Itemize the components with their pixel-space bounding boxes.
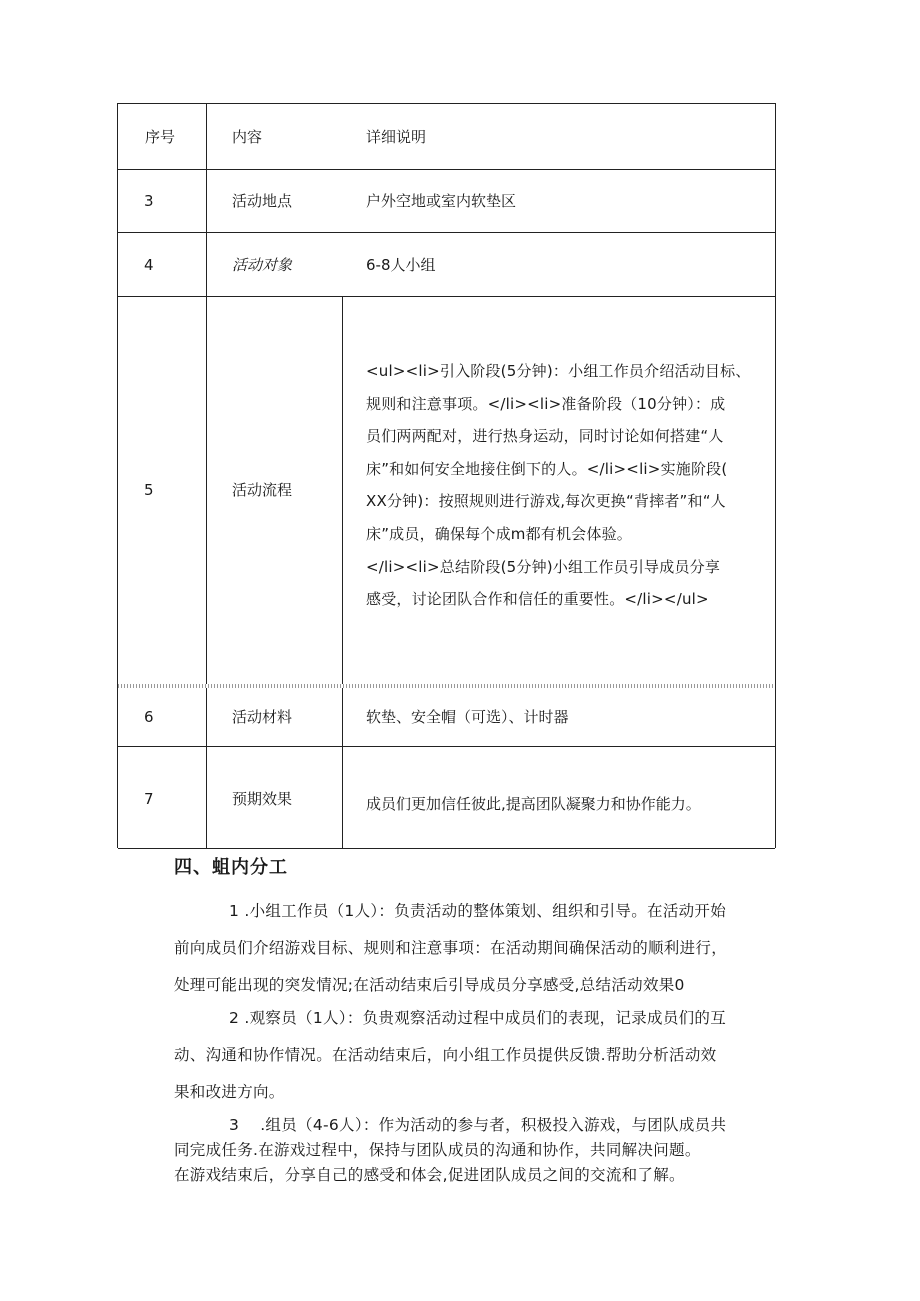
- row-content: 活动流程: [232, 481, 293, 499]
- process-line: 感受，讨论团队合作和信任的重要性。</li></ul>: [366, 590, 709, 609]
- process-line: 床”和如何安全地接住倒下的人。</li><li>实施阶段(: [366, 459, 728, 478]
- row-num: 6: [144, 708, 154, 726]
- paragraph-line: 前向成员们介绍游戏目标、规则和注意事项：在活动期间确保活动的顺利进行，: [174, 939, 728, 957]
- row-num: 5: [144, 481, 154, 499]
- paragraph-line: 动、沟通和协作情况。在活动结束后，向小组工作员提供反馈.帮助分析活动效: [174, 1046, 717, 1064]
- paragraph-line: 2 .观察员（1人）：负贵观察活动过程中成员们的表现，记录成员们的互: [229, 1009, 727, 1027]
- table-row: [118, 170, 775, 233]
- row-detail: 6-8人小组: [366, 256, 436, 274]
- row-detail: 软垫、安全帽（可选）、计时器: [366, 708, 569, 726]
- row-num: 4: [144, 256, 154, 274]
- process-line: 床”成员，确保每个成m都有机会体验。: [366, 524, 632, 543]
- paragraph-line: 在游戏结束后，分享自己的感受和体会,促进团队成员之间的交流和了解。: [174, 1166, 685, 1184]
- activity-table: [117, 103, 776, 848]
- process-description: [366, 355, 776, 616]
- table-row: [118, 233, 775, 297]
- process-line: 员们两两配对，进行热身运动，同时讨论如何搭建“人: [366, 427, 724, 446]
- table-row: [118, 747, 775, 849]
- paragraph-line: 同完成任务.在游戏过程中，保持与团队成员的沟通和协作，共同解决问题。: [174, 1141, 701, 1159]
- paragraph-line: 3 .组员（4-6人）：作为活动的参与者，积极投入游戏，与团队成员共: [229, 1116, 727, 1134]
- paragraph-line: 处理可能出现的突发情况;在活动结束后引导成员分享感受,总结活动效果0: [174, 976, 685, 994]
- row-content: 活动对象: [232, 256, 293, 274]
- process-line: 规则和注意事项。</li><li>准备阶段（10分钟）：成: [366, 394, 726, 413]
- paragraph-3: [174, 1113, 778, 1188]
- row-content: 预期效果: [232, 790, 293, 808]
- header-content: 内容: [232, 128, 263, 146]
- section-title: 四、蛆内分工: [174, 857, 288, 878]
- paragraph-line: 1 .小组工作员（1人）：负责活动的整体策划、组织和引导。在活动开始: [229, 902, 727, 920]
- header-num: 序号: [145, 128, 176, 146]
- header-detail: 详细说明: [366, 128, 427, 146]
- table-row: [118, 688, 775, 747]
- process-line: <ul><li>引入阶段(5分钟)：小组工作员介绍活动目标、: [366, 362, 751, 380]
- process-line: XX分钟)：按照规则进行游戏,每次更换“背摔者”和“人: [366, 492, 726, 511]
- row-content: 活动地点: [232, 192, 293, 210]
- row-num: 3: [144, 192, 154, 210]
- row-detail: 户外空地或室内软垫区: [366, 192, 517, 210]
- row-num: 7: [144, 790, 154, 808]
- row-detail: 成员们更加信任彼此,提高团队凝聚力和协作能力。: [366, 795, 701, 813]
- table-row: [118, 297, 775, 685]
- paragraph-line: 果和改进方向。: [174, 1083, 285, 1101]
- table-header-row: [118, 104, 775, 170]
- process-line: </li><li>总结阶段(5分钟)小组工作员引导成员分享: [366, 557, 721, 576]
- row-content: 活动材料: [232, 708, 293, 726]
- paragraph-2: [174, 1000, 778, 1111]
- paragraph-1: [174, 893, 778, 1004]
